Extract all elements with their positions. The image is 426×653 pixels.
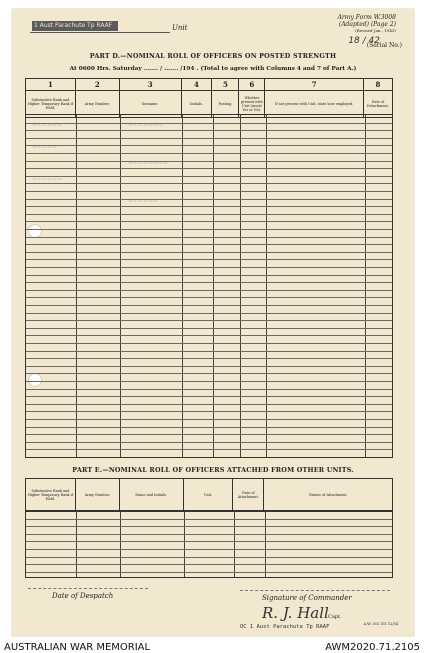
col-number-7: 7	[265, 79, 364, 91]
row-rule	[26, 396, 392, 397]
row-rule	[26, 351, 392, 352]
row-rule	[26, 411, 392, 412]
row-rule	[26, 449, 392, 450]
column-rule	[76, 115, 77, 457]
row-rule	[26, 358, 392, 359]
row-rule	[26, 328, 392, 329]
part-e-grid	[25, 510, 393, 578]
row-rule	[26, 305, 392, 306]
despatch-label: Date of Despatch	[52, 592, 114, 600]
row-rule	[26, 259, 392, 260]
column-rule	[265, 511, 266, 577]
part-d-grid	[25, 114, 393, 458]
row-rule	[26, 564, 392, 565]
row-rule	[26, 389, 392, 390]
row-rule	[26, 191, 392, 192]
column-rule	[76, 511, 77, 577]
col-number-2: 2	[75, 79, 119, 91]
serial-label: (Serial No.)	[366, 42, 402, 49]
signature-scrawl: R. J. Hall	[262, 604, 329, 622]
form-ref-line3: (Revised Jan., 1943)	[355, 28, 396, 33]
e-header-nature: Nature of Attachment.	[264, 479, 393, 512]
row-rule	[26, 252, 392, 253]
row-rule	[26, 519, 392, 520]
e-header-unit: Unit.	[183, 479, 233, 512]
col-number-1: 1	[26, 79, 76, 91]
row-rule	[26, 199, 392, 200]
form-reference	[338, 14, 396, 33]
faded-handwriting: ~~~~~~~~	[128, 160, 169, 167]
col-number-6: 6	[239, 79, 265, 91]
e-header-rank: Substantive Rank and Higher Temporary Rank if Held.	[26, 479, 76, 512]
row-rule	[26, 145, 392, 146]
row-rule	[26, 549, 392, 550]
row-rule	[26, 557, 392, 558]
signature-rank: Capt.	[328, 614, 342, 620]
part-d-subline: At 0600 Hrs. Saturday ....... / ....... /194 . (Total to agree with Columns 4 and 7 of Part A.)	[69, 66, 357, 72]
part-e-title: PART E.—NOMINAL ROLL OF OFFICERS ATTACHED FROM OTHER UNITS.	[72, 466, 354, 474]
row-rule	[26, 343, 392, 344]
faded-handwriting: ~~~~~	[32, 144, 58, 151]
row-rule	[26, 313, 392, 314]
e-header-attachment-date: Date of Attachment.	[233, 479, 264, 512]
col-header-posting: Posting.	[212, 91, 239, 118]
unit-stamp: 1 Aust Parachute Tp RAAF	[32, 21, 118, 31]
row-rule	[26, 168, 392, 169]
row-rule	[26, 381, 392, 382]
e-header-name: Name and Initials.	[119, 479, 183, 512]
print-code: A.W. 355 151 12/54	[363, 622, 398, 626]
row-rule	[26, 373, 392, 374]
row-rule	[26, 434, 392, 435]
serial-handwritten: 18 ∕ 42	[348, 36, 380, 46]
row-rule	[26, 176, 392, 177]
faded-handwriting: ~~~~~~	[32, 122, 63, 129]
row-rule	[26, 237, 392, 238]
unit-label: Unit	[172, 24, 188, 32]
row-rule	[26, 366, 392, 367]
faded-handwriting: ~~~~~~	[32, 176, 63, 183]
col-header-initials: Initials.	[181, 91, 212, 118]
row-rule	[26, 206, 392, 207]
col-number-8: 8	[363, 79, 392, 91]
form-ref-line1: Army Form W.3008	[337, 14, 396, 21]
row-rule	[26, 526, 392, 527]
column-rule	[240, 115, 241, 457]
signature-label: Signature of Commander	[262, 594, 352, 602]
row-rule	[26, 138, 392, 139]
signature-line	[240, 590, 390, 591]
faded-handwriting: ~~~~~~~	[128, 122, 164, 129]
column-rule	[266, 115, 267, 457]
column-rule	[120, 115, 121, 457]
row-rule	[26, 221, 392, 222]
row-rule	[26, 229, 392, 230]
col-header-detachment: Date of Detachment.	[363, 91, 392, 118]
row-rule	[26, 320, 392, 321]
row-rule	[26, 130, 392, 131]
col-number-3: 3	[119, 79, 181, 91]
faded-handwriting: ~~~~~~	[128, 198, 159, 205]
form-ref-line2: (Adapted) (Page 2)	[338, 21, 396, 28]
row-rule	[26, 267, 392, 268]
row-rule	[26, 419, 392, 420]
row-rule	[26, 442, 392, 443]
caption-left: AUSTRALIAN WAR MEMORIAL	[4, 642, 151, 653]
row-rule	[26, 335, 392, 336]
row-rule	[26, 275, 392, 276]
col-header-surname: Surname.	[119, 91, 181, 118]
column-rule	[213, 115, 214, 457]
row-rule	[26, 214, 392, 215]
row-rule	[26, 183, 392, 184]
row-rule	[26, 541, 392, 542]
row-rule	[26, 572, 392, 573]
col-header-army-number: Army Number.	[75, 91, 119, 118]
e-header-army-number: Army Number.	[75, 479, 119, 512]
row-rule	[26, 123, 392, 124]
row-rule	[26, 153, 392, 154]
col-header-present: Whether present with Unit (insert Yes or No).	[239, 91, 265, 118]
row-rule	[26, 427, 392, 428]
row-rule	[26, 282, 392, 283]
col-number-4: 4	[181, 79, 212, 91]
caption-right: AWM2020.71.2105	[325, 642, 420, 653]
row-rule	[26, 290, 392, 291]
column-rule	[234, 511, 235, 577]
col-header-rank: Substantive Rank and Higher Temporary Rank if Held.	[26, 91, 76, 118]
row-rule	[26, 534, 392, 535]
row-rule	[26, 161, 392, 162]
row-rule	[26, 404, 392, 405]
row-rule	[26, 244, 392, 245]
column-rule	[182, 115, 183, 457]
signature-stamp: OC 1 Aust Parachute Tp RAAF	[240, 624, 330, 630]
col-number-5: 5	[212, 79, 239, 91]
despatch-line	[28, 588, 148, 589]
col-header-employed: If not present with Unit, state how employed.	[265, 91, 364, 118]
column-rule	[365, 115, 366, 457]
column-rule	[184, 511, 185, 577]
column-rule	[120, 511, 121, 577]
part-e-header	[25, 478, 393, 512]
row-rule	[26, 297, 392, 298]
part-d-header	[25, 78, 393, 118]
part-d-title: PART D.—NOMINAL ROLL OF OFFICERS ON POSTED STRENGTH	[89, 52, 337, 60]
